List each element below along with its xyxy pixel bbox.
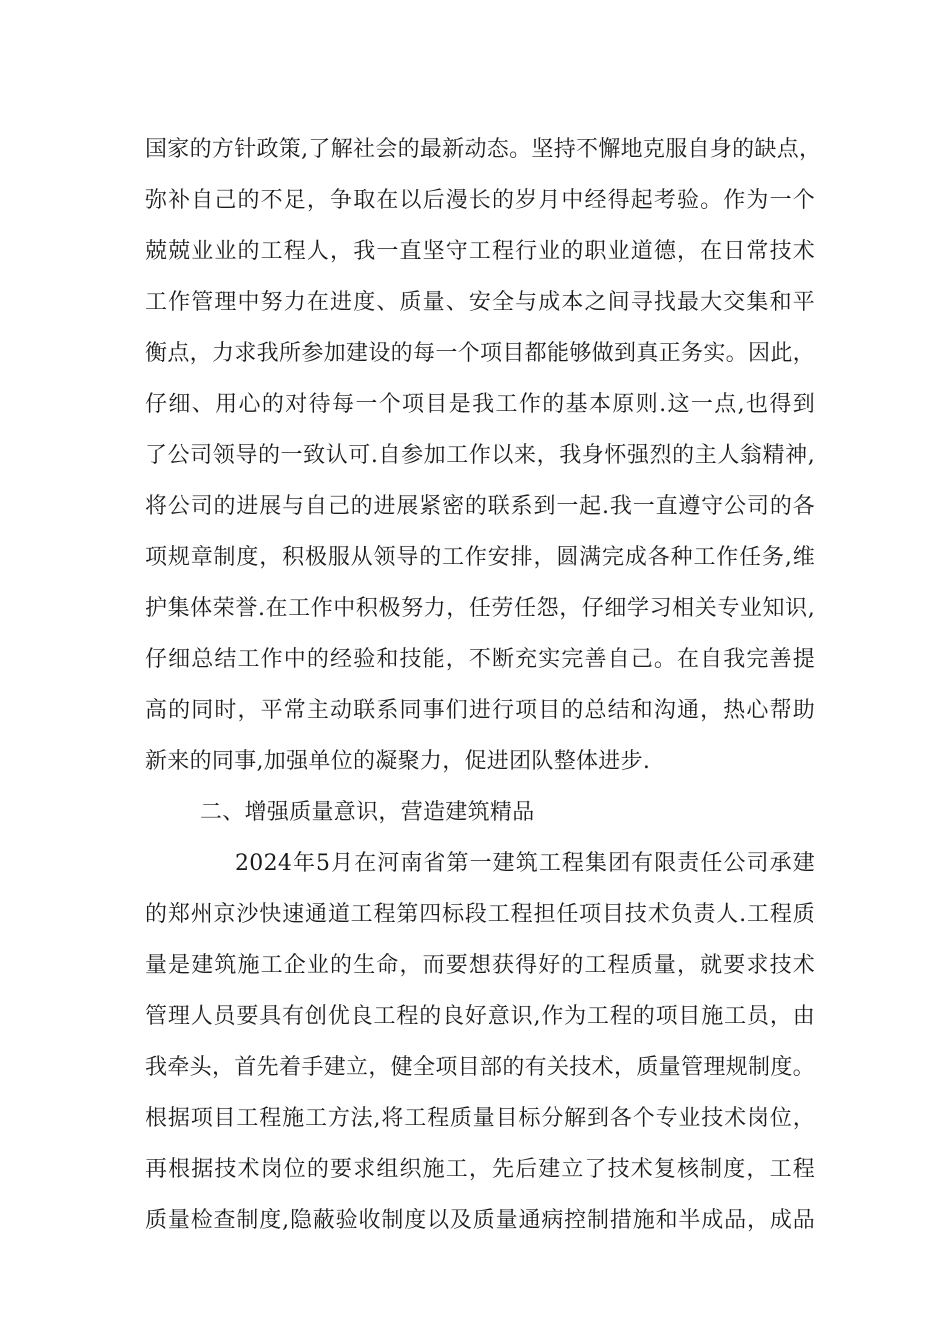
body-text-line: 的郑州京沙快速通道工程第四标段工程担任项目技术负责人.工程质 (145, 902, 815, 927)
body-text-line: 管理人员要具有创优良工程的良好意识,作为工程的项目施工员，由 (145, 1004, 815, 1029)
body-text-line: 我牵头，首先着手建立，健全项目部的有关技术，质量管理规制度。 (145, 1055, 815, 1080)
body-text-line: 仔细总结工作中的经验和技能，不断充实完善自己。在自我完善提 (145, 647, 815, 672)
body-text-line: 高的同时，平常主动联系同事们进行项目的总结和沟通，热心帮助 (145, 698, 815, 723)
body-text-line: 新来的同事,加强单位的凝聚力，促进团队整体进步. (145, 749, 651, 774)
body-text-line: 根据项目工程施工方法,将工程质量目标分解到各个专业技术岗位， (145, 1106, 815, 1131)
body-text-line: 将公司的进展与自己的进展紧密的联系到一起.我一直遵守公司的各 (145, 494, 815, 519)
body-text-line: 仔细、用心的对待每一个项目是我工作的基本原则.这一点,也得到 (145, 392, 815, 417)
body-text-line: 2024年5月在河南省第一建筑工程集团有限责任公司承建 (235, 851, 815, 876)
body-text-line: 量是建筑施工企业的生命，而要想获得好的工程质量，就要求技术 (145, 953, 815, 978)
body-text-line: 国家的方针政策,了解社会的最新动态。坚持不懈地克服自身的缺点， (145, 137, 822, 162)
body-text-line: 弥补自己的不足，争取在以后漫长的岁月中经得起考验。作为一个 (145, 188, 815, 213)
body-text-line: 兢兢业业的工程人，我一直坚守工程行业的职业道德，在日常技术 (145, 239, 815, 264)
section-heading: 二、增强质量意识，营造建筑精品 (200, 800, 535, 825)
body-text-line: 护集体荣誉.在工作中积极努力，任劳任怨，仔细学习相关专业知识, (145, 596, 815, 621)
body-text-line: 工作管理中努力在进度、质量、安全与成本之间寻找最大交集和平 (145, 290, 815, 315)
body-text-line: 质量检查制度,隐蔽验收制度以及质量通病控制措施和半成品，成品 (145, 1208, 815, 1233)
body-text-line: 项规章制度，积极服从领导的工作安排，圆满完成各种工作任务,维 (145, 545, 815, 570)
body-text-line: 了公司领导的一致认可.自参加工作以来，我身怀强烈的主人翁精神, (145, 443, 815, 468)
body-text-line: 衡点，力求我所参加建设的每一个项目都能够做到真正务实。因此， (145, 341, 815, 366)
body-text-line: 再根据技术岗位的要求组织施工，先后建立了技术复核制度，工程 (145, 1157, 815, 1182)
